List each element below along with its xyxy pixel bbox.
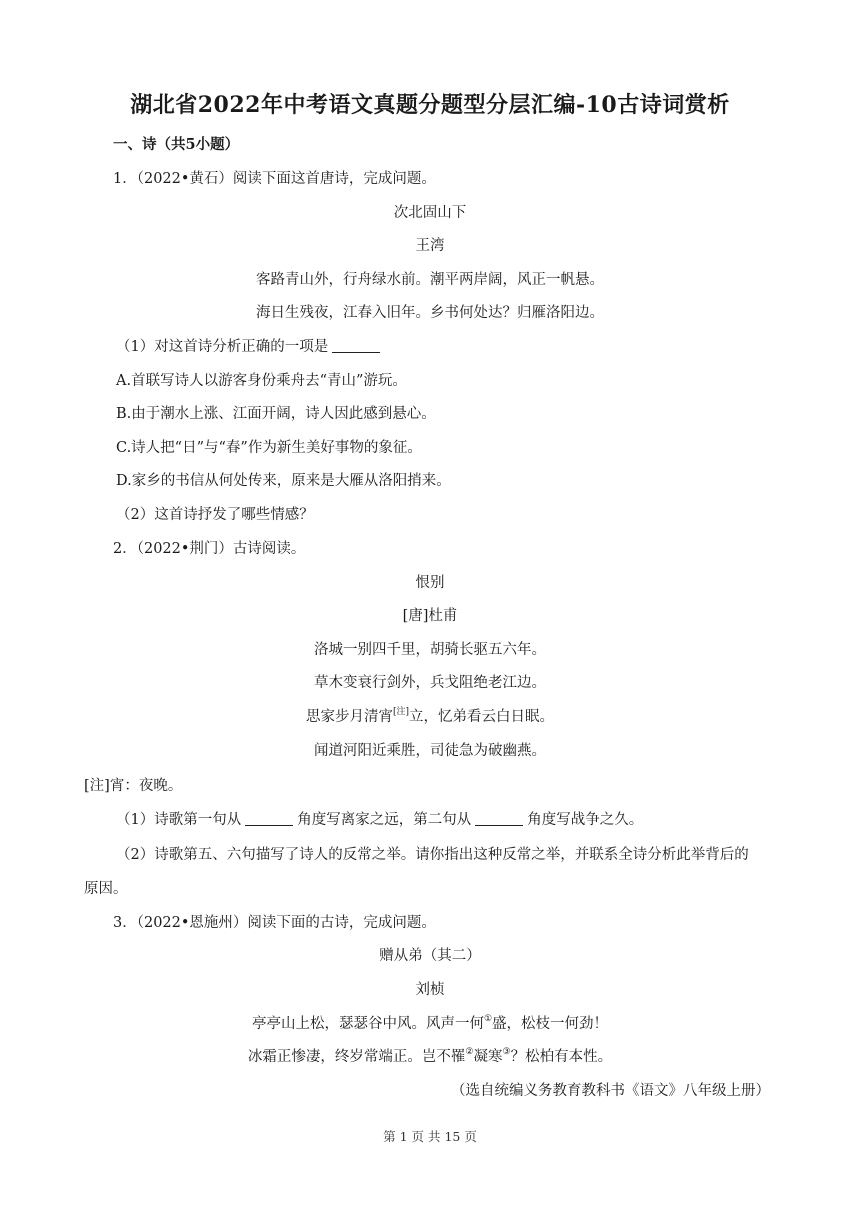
- document-title: 湖北省2022年中考语文真题分题型分层汇编-10古诗词赏析: [130, 92, 730, 118]
- section-heading: 一、诗（共5小题）: [113, 136, 240, 153]
- q2-poem-line-1: 洛城一别四千里，胡骑长驱五六年。: [314, 642, 546, 658]
- q3-line2-part-b: 凝寒: [473, 1049, 503, 1065]
- q3-poem-line-2: [0, 1047, 860, 1067]
- q1-poem-line-1: 客路青山外，行舟绿水前。潮平两岸阔，风正一帆悬。: [256, 272, 604, 288]
- q3-line2-part-a: 冰霜正惨凄，终岁常端正。岂不罹: [247, 1049, 466, 1065]
- q2-sub-question-2-line-1: （2）诗歌第五、六句描写了诗人的反常之举。请你指出这种反常之举，并联系全诗分析此举背后的: [116, 847, 749, 863]
- q2-line3-part-a: 思家步月清宵: [305, 709, 393, 725]
- q2-poem-author: [唐]杜甫: [402, 608, 458, 624]
- q1-sub-question-2: （2）这首诗抒发了哪些情感？: [116, 507, 314, 523]
- page-footer: 第 1 页 共 15 页: [383, 1129, 477, 1144]
- q1-poem-title: 次北固山下: [393, 205, 467, 221]
- q2-poem-line-3: [0, 707, 860, 727]
- q1-option-c: C.诗人把“日”与“春”作为新生美好事物的象征。: [116, 440, 422, 456]
- q2-sub1-part-b: 角度写离家之远，第二句从: [297, 812, 472, 828]
- q3-poem-line-1: [0, 1014, 860, 1034]
- q2-poem-line-4: 闻道河阳近乘胜，司徒急为破幽燕。: [314, 743, 546, 759]
- q2-sub1-part-c: 角度写战争之久。: [527, 812, 644, 828]
- q1-sub-question-1: [116, 337, 384, 357]
- footnote-mark-3: ③: [502, 1047, 511, 1057]
- q2-sub-question-2-line-2: 原因。: [84, 881, 128, 897]
- q2-poem-line-2: 草木变衰行剑外，兵戈阻绝老江边。: [314, 675, 546, 691]
- q1-sub1-text: （1）对这首诗分析正确的一项是: [116, 339, 329, 355]
- q2-poem-title: 恨别: [415, 575, 445, 591]
- q3-line1-part-a: 亭亭山上松，瑟瑟谷中风。风声一何: [251, 1016, 484, 1032]
- q1-poem-line-2: 海日生残夜，江春入旧年。乡书何处达？归雁洛阳边。: [256, 305, 604, 321]
- q3-poem-author: 刘桢: [415, 982, 445, 998]
- q2-sub1-part-a: （1）诗歌第一句从: [116, 812, 242, 828]
- q2-note: [注]宵：夜晚。: [84, 778, 183, 794]
- answer-blank-1[interactable]: [245, 811, 293, 826]
- annotation-mark: [注]: [392, 707, 410, 717]
- q1-poem-author: 王湾: [415, 238, 445, 254]
- q2-sub-question-1: [116, 810, 643, 830]
- q3-line2-part-c: ？松柏有本性。: [510, 1049, 613, 1065]
- q2-line3-part-b: 立，忆弟看云白日眠。: [409, 709, 555, 725]
- q1-option-a: A.首联写诗人以游客身份乘舟去“青山”游玩。: [116, 373, 407, 389]
- q2-stem: 2．（2022•荆门）古诗阅读。: [113, 541, 306, 557]
- answer-blank[interactable]: [332, 338, 380, 353]
- q1-stem: 1．（2022•黄石）阅读下面这首唐诗，完成问题。: [113, 171, 436, 187]
- q3-stem: 3．（2022•恩施州）阅读下面的古诗，完成问题。: [113, 915, 436, 931]
- footnote-mark-1: ①: [483, 1014, 493, 1024]
- q1-option-d: D.家乡的书信从何处传来，原来是大雁从洛阳捎来。: [116, 473, 451, 489]
- q3-poem-title: 赠从弟（其二）: [379, 948, 481, 964]
- q3-source: （选自统编义务教育教科书《语文》八年级上册）: [451, 1083, 770, 1099]
- q3-line1-part-b: 盛，松枝一何劲！: [492, 1016, 609, 1032]
- q1-option-b: B.由于潮水上涨、江面开阔，诗人因此感到悬心。: [116, 406, 436, 422]
- answer-blank-2[interactable]: [475, 811, 523, 826]
- footnote-mark-2: ②: [465, 1047, 474, 1057]
